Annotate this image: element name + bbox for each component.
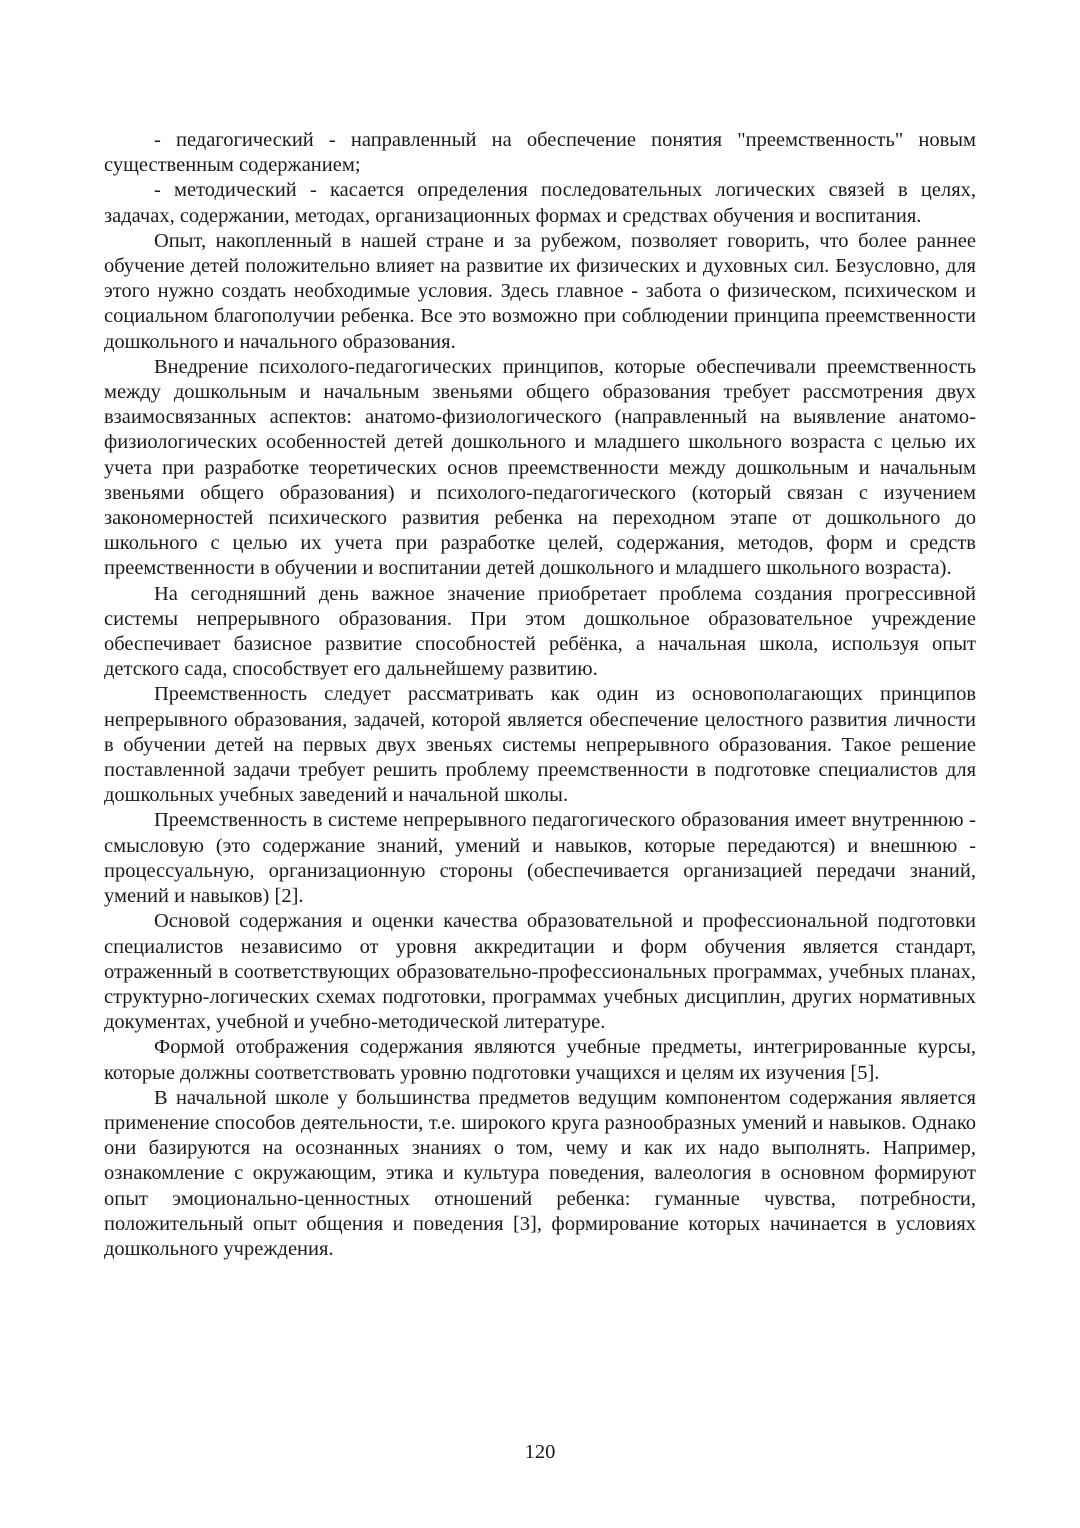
paragraph-pedagogical: - педагогический - направленный на обеспечение понятия "преемственность" новым существенным содержанием; [104, 129, 976, 177]
paragraph-continuous-system: На сегодняшний день важное значение приобретает проблема создания прогрессивной системы непрерывного образования. При этом дошкольное образовательное учреждение обеспечивает базисное развитие способностей ребёнка, а начальная школа, используя опыт детского сада, способствует его дальнейшему развитию. [104, 582, 976, 681]
paragraph-experience: Опыт, накопленный в нашей стране и за рубежом, позволяет говорить, что более раннее обучение детей положительно влияет на развитие их физических и духовных сил. Безусловно, для этого нужно создать необходимые условия. Здесь главное - забота о физическом, психическом и социальном благополучии ребенка. Все это возможно при соблюдении принципа преемственности дошкольного и начального образования. [104, 229, 976, 353]
paragraph-continuity-principle: Преемственность следует рассматривать как один из основополагающих принципов непрерывного образования, задачей, которой является обеспечение целостного развития личности в обучении детей на первых двух звеньях системы непрерывного образования. Такое решение поставленной задачи требует решить проблему преемственности в подготовке специалистов для дошкольных учебных заведений и начальной школы. [104, 683, 976, 807]
paragraph-standard: Основой содержания и оценки качества образовательной и профессиональной подготовки специалистов независимо от уровня аккредитации и форм обучения является стандарт, отраженный в соответствующих образовательно-профессиональных программах, учебных планах, структурно-логических схемах подготовки, программах учебных дисциплин, других нормативных документах, учебной и учебно-методической литературе. [104, 910, 976, 1034]
paragraph-methodical: - методический - касается определения последовательных логических связей в целях, задачах, содержании, методах, организационных формах и средствах обучения и воспитания. [104, 179, 976, 227]
paragraph-primary-school: В начальной школе у большинства предметов ведущим компонентом содержания является применение способов деятельности, т.е. широкого круга разнообразных умений и навыков. Однако они базируются на осознанных знаниях о том, чему и как их надо выполнять. Например, ознакомление с окружающим, этика и культура поведения, валеология в основном формируют опыт эмоционально-ценностных отношений ребенка: гуманные чувства, потребности, положительный опыт общения и поведения [3], формирование которых начинается в условиях дошкольного учреждения. [104, 1086, 976, 1260]
paragraph-subjects: Формой отображения содержания являются учебные предметы, интегрированные курсы, которые должны соответствовать уровню подготовки учащихся и целям их изучения [5]. [104, 1036, 976, 1084]
paragraph-continuity-sides: Преемственность в системе непрерывного педагогического образования имеет внутреннюю - смысловую (это содержание знаний, умений и навыков, которые передаются) и внешнюю - процессуальную, организационную стороны (обеспечивается организацией передачи знаний, умений и навыков) [2]. [104, 809, 976, 908]
text-body [104, 128, 976, 1262]
paragraph-principles: Внедрение психолого-педагогических принципов, которые обеспечивали преемственность между дошкольным и начальным звеньями общего образования требует рассмотрения двух взаимосвязанных аспектов: анатомо-физиологического (направленный на выявление анатомо-физиологических особенностей детей дошкольного и младшего школьного возраста с целью их учета при разработке теоретических основ преемственности между дошкольным и начальным звеньями общего образования) и психолого-педагогического (который связан с изучением закономерностей психического развития ребенка на переходном этапе от дошкольного до школьного с целью их учета при разработке целей, содержания, методов, форм и средств преемственности в обучении и воспитании детей дошкольного и младшего школьного возраста). [104, 355, 976, 580]
page-number: 120 [524, 1441, 556, 1463]
